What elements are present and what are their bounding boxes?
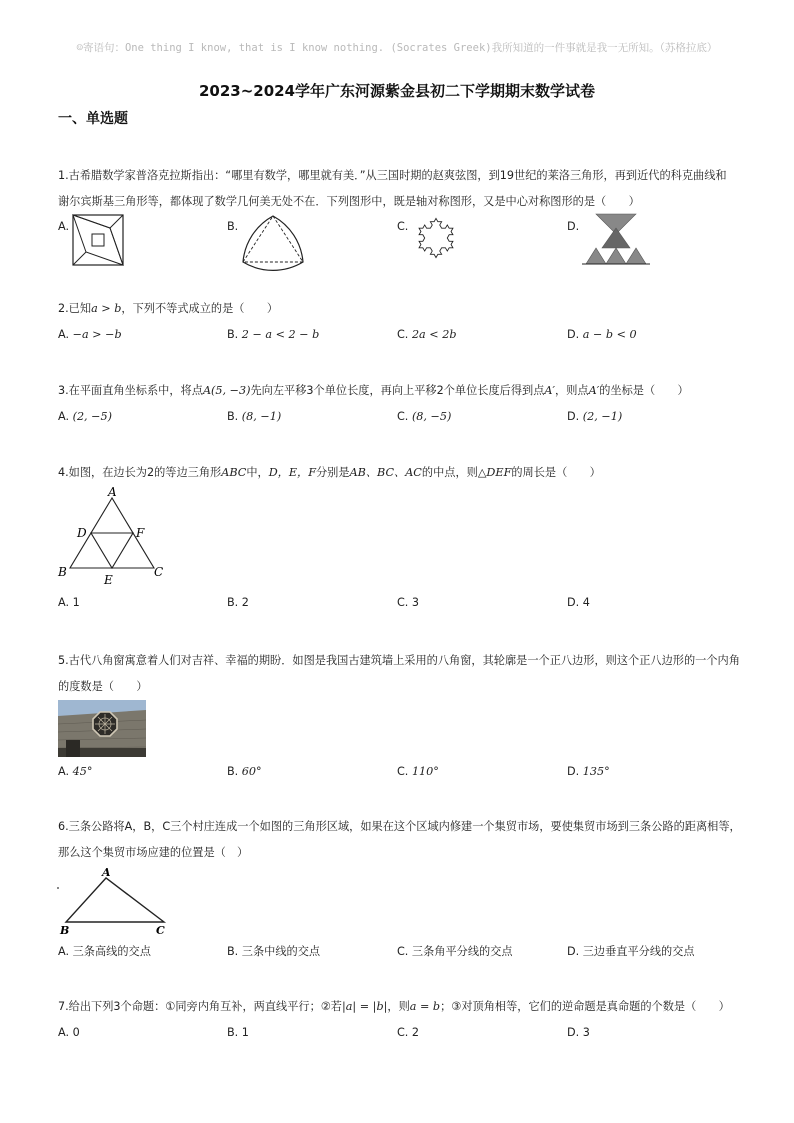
option-math: −a > −b (72, 328, 122, 341)
question-4-option-b[interactable]: B. 2 (227, 596, 249, 609)
vertex-label-a: A (108, 485, 117, 499)
sierpinski-figure (582, 212, 650, 266)
page-title: 2023~2024学年广东河源紫金县初二下学期期末数学试卷 (198, 82, 596, 100)
question-2-stem-pre: 2.已知 (58, 302, 92, 315)
question-4-stem-math3: AB、BC、AC (349, 466, 422, 479)
question-6-option-c[interactable]: C. 三条角平分线的交点 (397, 945, 513, 958)
question-4-option-d[interactable]: D. 4 (567, 596, 590, 609)
question-7-stem-post: ；③对顶角相等，它们的逆命题是真命题的个数是（ ） (440, 1000, 730, 1013)
question-3-stem-mid: 先向左平移3个单位长度，再向上平移2个单位长度后得到点 (250, 384, 545, 397)
question-5-option-c[interactable] (397, 765, 439, 778)
question-7-stem-math2: a = b (409, 1000, 441, 1013)
question-2-stem (58, 296, 748, 322)
question-1-option-b[interactable]: B. (227, 220, 239, 233)
question-5-stem-line2: 的度数是（ ） (58, 680, 148, 693)
question-3-stem-pre: 3.在平面直角坐标系中，将点 (58, 384, 203, 397)
option-math: 2a < 2b (411, 328, 457, 341)
question-7-stem-math: |a| = |b| (341, 1000, 388, 1013)
vertex-label-c: C (156, 924, 165, 937)
option-math: (2, −5) (72, 410, 113, 423)
question-4-stem-math4: △DEF (477, 466, 512, 479)
option-math: 135° (582, 765, 610, 778)
question-4-stem-math2: D，E，F (268, 466, 316, 479)
village-triangle-figure (56, 866, 172, 938)
header-motto: ☺寄语句：One thing I know, that is I know nothing. (Socrates Greek)我所知道的一件事就是我一无所知。（苏格拉底） (76, 42, 718, 54)
question-3-stem-math2: A′ (544, 384, 556, 397)
option-letter: D. (567, 328, 580, 341)
question-5-option-a[interactable] (58, 765, 92, 778)
question-4-stem-mid2: 分别是 (315, 466, 350, 479)
octagonal-window-photo (58, 700, 146, 757)
question-5-stem-line1: 5.古代八角窗寓意着人们对吉祥、幸福的期盼．如图是我国古建筑墙上采用的八角窗，其轮廓是一个正八边形，则这个正八边形的一个内角 (58, 654, 740, 667)
question-2-option-b[interactable] (227, 328, 319, 341)
question-6-stem-line2: 那么这个集贸市场应建的位置是（ ） (58, 846, 249, 859)
question-7-stem-mid: ，则 (387, 1000, 410, 1013)
zhao-shuang-figure (72, 214, 124, 266)
option-math: 45° (72, 765, 93, 778)
question-3-stem-math3: A′ (588, 384, 600, 397)
question-3-stem-post: 的坐标是（ ） (599, 384, 689, 397)
option-letter: A. (58, 765, 70, 778)
option-math: (2, −1) (582, 410, 623, 423)
question-6-option-d[interactable]: D. 三边垂直平分线的交点 (567, 945, 695, 958)
option-letter: B. (227, 328, 239, 341)
option-letter: D. (567, 765, 580, 778)
question-3-option-a[interactable] (58, 410, 112, 423)
koch-snowflake-figure (412, 212, 460, 264)
question-4-stem-mid: 中， (246, 466, 269, 479)
question-3-stem-mid2: ，则点 (555, 384, 589, 397)
question-3-option-c[interactable] (397, 410, 451, 423)
stray-dot (57, 887, 59, 889)
question-7-option-c[interactable]: C. 2 (397, 1026, 420, 1039)
question-4-option-c[interactable]: C. 3 (397, 596, 420, 609)
option-letter: A. (58, 328, 70, 341)
option-math: 110° (411, 765, 439, 778)
vertex-label-b: B (60, 924, 70, 937)
question-3-option-d[interactable] (567, 410, 622, 423)
question-6-option-a[interactable]: A. 三条高线的交点 (58, 945, 151, 958)
question-7-option-b[interactable]: B. 1 (227, 1026, 249, 1039)
question-3-option-b[interactable] (227, 410, 281, 423)
vertex-label-e: E (104, 573, 113, 587)
option-math: a − b < 0 (582, 328, 637, 341)
question-6-stem-line1: 6.三条公路将A，B，C三个村庄连成一个如图的三角形区域，如果在这个区域内修建一个集贸市场，要使集贸市场到三条公路的距离相等， (58, 820, 741, 833)
question-1-stem (58, 163, 748, 215)
vertex-label-a: A (102, 866, 111, 879)
photo-drawing (58, 700, 146, 757)
question-4-stem-mid3: 的中点，则 (421, 466, 478, 479)
vertex-label-d: D (77, 526, 87, 540)
question-1-stem-line2: 谢尔宾斯基三角形等，都体现了数学几何美无处不在．下列图形中，既是轴对称图形，又是中心对称图形的是（ ） (58, 195, 640, 208)
question-7-stem (58, 994, 748, 1020)
question-1-option-c[interactable]: C. (397, 220, 409, 233)
question-5-option-d[interactable] (567, 765, 610, 778)
option-math: (8, −5) (411, 410, 452, 423)
option-math: 60° (241, 765, 262, 778)
question-4-stem-post: 的周长是（ ） (511, 466, 601, 479)
vertex-label-c: C (154, 565, 164, 579)
question-4-stem (58, 460, 748, 486)
question-6-stem (58, 814, 748, 866)
option-letter: C. (397, 765, 409, 778)
question-1-option-a[interactable]: A. (58, 220, 70, 233)
equilateral-triangle-figure (58, 486, 168, 588)
question-2-option-c[interactable] (397, 328, 457, 341)
question-1-option-d[interactable]: D. (567, 220, 580, 233)
question-4-option-a[interactable]: A. 1 (58, 596, 80, 609)
option-math: (8, −1) (241, 410, 282, 423)
question-5-option-b[interactable] (227, 765, 262, 778)
vertex-label-f: F (136, 526, 145, 540)
option-math: 2 − a < 2 − b (241, 328, 320, 341)
option-letter: A. (58, 410, 70, 423)
question-7-option-a[interactable]: A. 0 (58, 1026, 80, 1039)
question-4-stem-pre: 4.如图，在边长为2的等边三角形 (58, 466, 222, 479)
question-2-stem-math: a > b (91, 302, 122, 315)
question-2-option-a[interactable] (58, 328, 122, 341)
question-7-stem-pre: 7.给出下列3个命题：①同旁内角互补，两直线平行；②若 (58, 1000, 342, 1013)
question-6-option-b[interactable]: B. 三条中线的交点 (227, 945, 321, 958)
question-3-stem-math: A(5, −3) (202, 384, 251, 397)
question-7-option-d[interactable]: D. 3 (567, 1026, 590, 1039)
question-3-stem (58, 378, 748, 404)
question-2-option-d[interactable] (567, 328, 637, 341)
option-letter: B. (227, 410, 239, 423)
question-1-stem-line1: 1.古希腊数学家普洛克拉斯指出：“哪里有数学，哪里就有美．”从三国时期的赵爽弦图，到19世纪的莱洛三角形，再到近代的科克曲线和 (58, 169, 727, 182)
option-letter: C. (397, 410, 409, 423)
section-heading: 一、单选题 (58, 111, 128, 127)
vertex-label-b: B (58, 565, 67, 579)
question-4-stem-math: ABC (221, 466, 247, 479)
question-2-stem-post: ，下列不等式成立的是（ ） (121, 302, 279, 315)
question-5-stem (58, 648, 748, 700)
option-letter: D. (567, 410, 580, 423)
option-letter: B. (227, 765, 239, 778)
option-letter: C. (397, 328, 409, 341)
reuleaux-triangle-figure (240, 214, 306, 266)
